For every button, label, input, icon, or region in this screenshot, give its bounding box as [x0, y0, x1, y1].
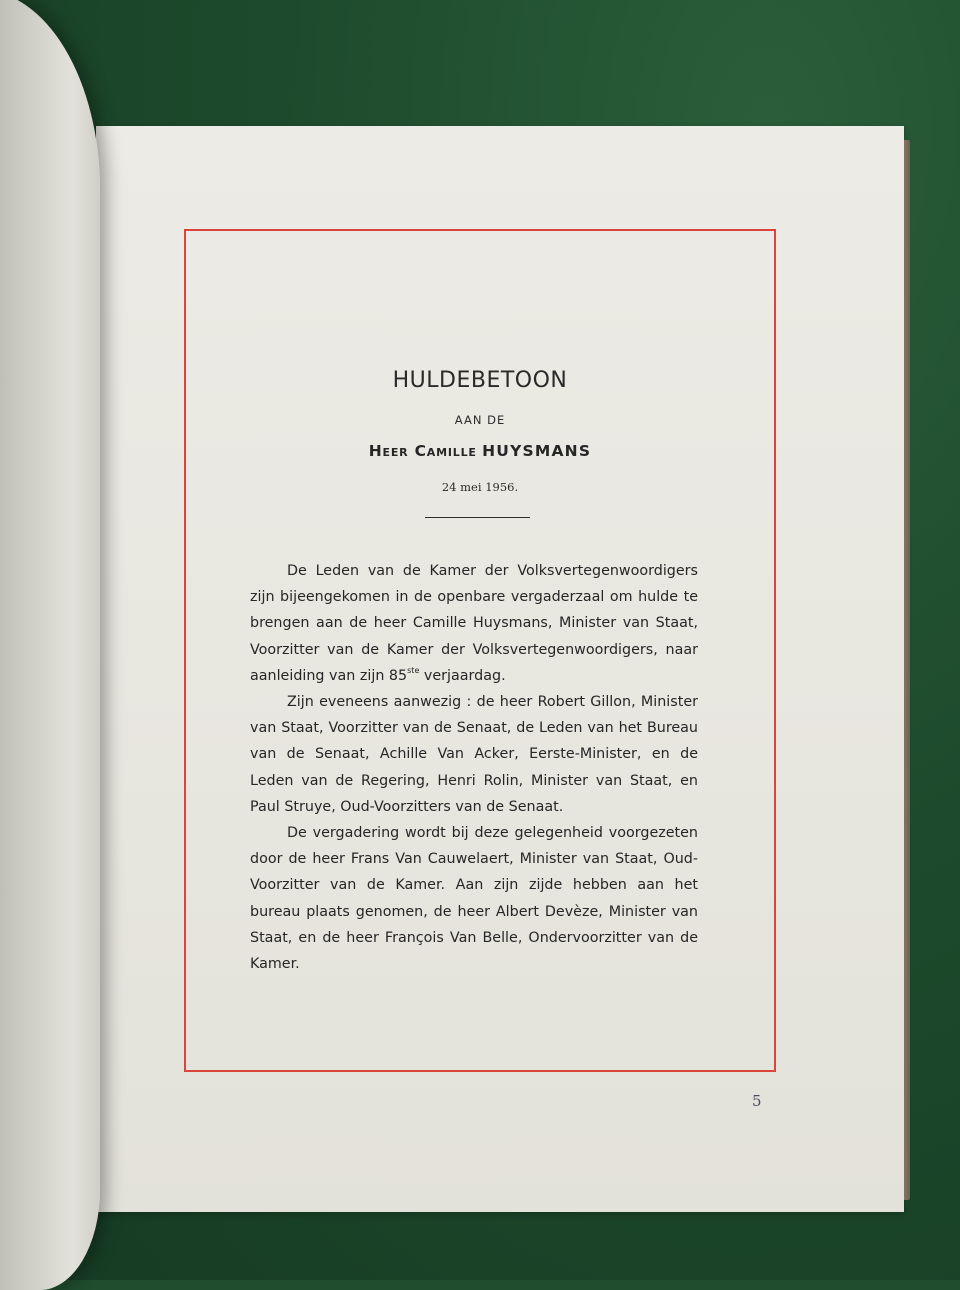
paragraph-2: Zijn eveneens aanwezig : de heer Robert Gillon, Minister van Staat, Voorzitter van de Senaat, de Leden van het Bureau van de Senaat, Achille Van Acker, Eerste-Minister, en de Leden van de Regering, Henri Rolin, Minister van Staat, en Paul Struye, Oud-Voorzitters van de Senaat.	[250, 694, 698, 815]
honoree-name	[184, 442, 776, 460]
honoree-prefix: Heer Camille	[368, 442, 477, 460]
event-date: 24 mei 1956.	[441, 480, 519, 494]
page-number: 5	[752, 1092, 762, 1110]
body-text	[250, 558, 698, 977]
paragraph-1	[250, 558, 698, 689]
ordinal-suffix: ste	[407, 665, 420, 675]
paragraph-1-end: verjaardag.	[419, 667, 506, 684]
paragraph-1-text: De Leden van de Kamer der Volksvertegenwoordigers zijn bijeengekomen in de openbare vergaderzaal om hulde te brengen aan de heer Camille Huysmans, Minister van Staat, Voorzitter van de Kamer der Volksvertegenwoordigers, naar aanleiding van zijn 85	[250, 563, 698, 684]
paragraph-3: De vergadering wordt bij deze gelegenheid voorgezeten door de heer Frans Van Cauwelaert, Minister van Staat, Oud-Voorzitter van de Kamer. Aan zijn zijde hebben aan het bureau plaats genomen, de heer Albert Devèze, Minister van Staat, en de heer François Van Belle, Ondervoorzitter van de Kamer.	[250, 825, 698, 973]
divider-rule	[425, 517, 530, 518]
page-title: HULDEBETOON	[392, 368, 568, 393]
left-page-curl	[0, 0, 100, 1290]
subtitle: AAN DE	[454, 413, 506, 427]
honoree-lastname: HUYSMANS	[482, 442, 592, 460]
